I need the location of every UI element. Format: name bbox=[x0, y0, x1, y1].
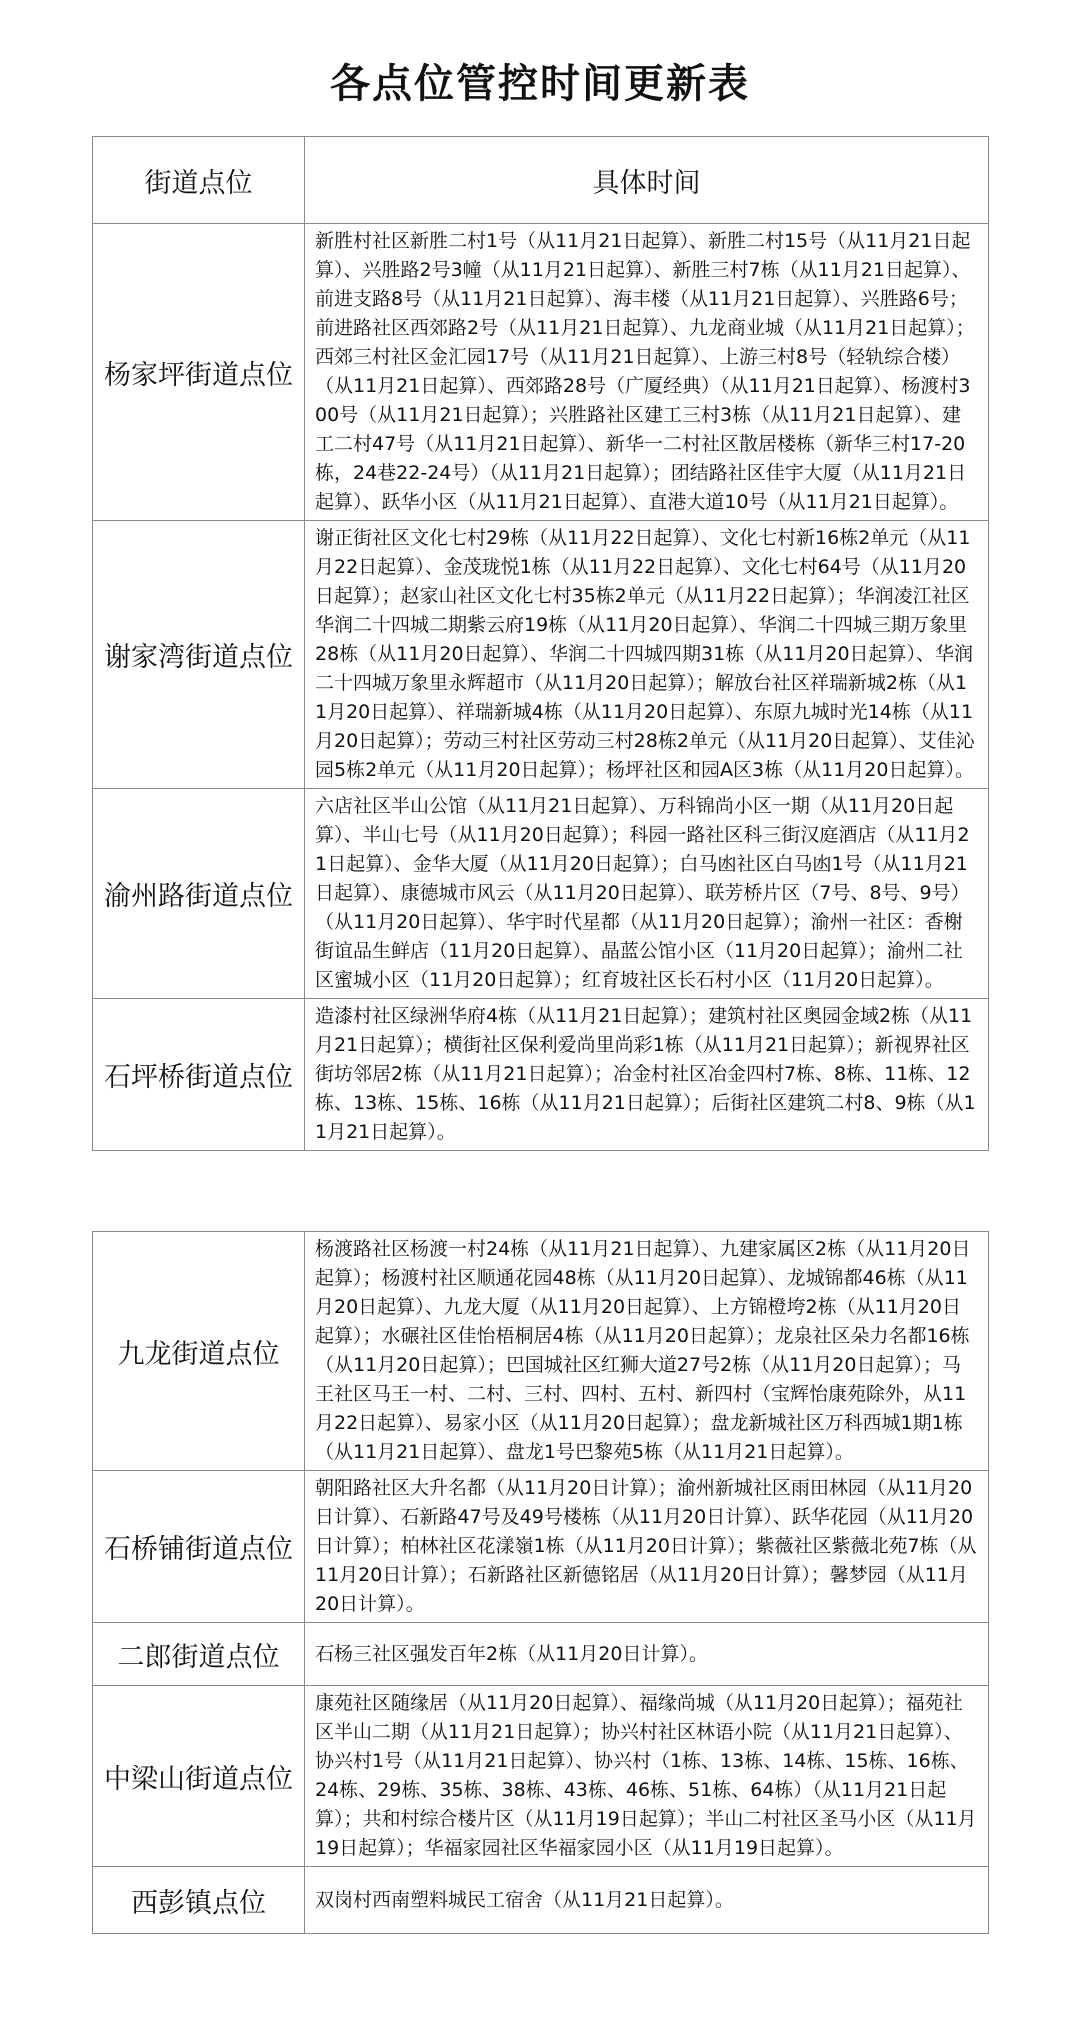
time-details: 朝阳路社区大升名都（从11月20日计算）；渝州新城社区雨田林园（从11月20日计算）、石新路47号及49号楼栋（从11月20日计算）、跃华花园（从11月20日计算）；柏林社区花漾嶺1栋（从11月20日计算）；紫薇社区紫薇北苑7栋（从11月20日计算）；石新路社区新德铭居（从11月20日计算）；馨梦园（从11月20日计算）。 bbox=[305, 1471, 989, 1623]
time-details: 六店社区半山公馆（从11月21日起算）、万科锦尚小区一期（从11月20日起算）、半山七号（从11月20日起算）；科园一路社区科三街汉庭酒店（从11月21日起算）、金华大厦（从11月20日起算）；白马凼社区白马凼1号（从11月21日起算）、康德城市风云（从11月20日起算）、联芳桥片区（7号、8号、9号）（从11月20日起算）、华宇时代星都（从11月20日起算）；渝州一社区：香榭街谊品生鲜店（11月20日起算）、晶蓝公馆小区（11月20日起算）；渝州二社区蜜城小区（11月20日起算）；红育坡社区长石村小区（11月20日起算）。 bbox=[305, 789, 989, 999]
street-name: 二郎街道点位 bbox=[93, 1623, 305, 1686]
time-details: 石杨三社区强发百年2栋（从11月20日计算）。 bbox=[305, 1623, 989, 1686]
street-name: 九龙街道点位 bbox=[93, 1232, 305, 1471]
street-name: 渝州路街道点位 bbox=[93, 789, 305, 999]
time-details: 康苑社区随缘居（从11月20日起算）、福缘尚城（从11月20日起算）；福苑社区半山二期（从11月21日起算）；协兴村社区林语小院（从11月21日起算）、协兴村1号（从11月21日起算）、协兴村（1栋、13栋、14栋、15栋、16栋、24栋、29栋、35栋、38栋、43栋、46栋、51栋、64栋）（从11月21日起算）；共和村综合楼片区（从11月19日起算）；半山二村社区圣马小区（从11月19日起算）；华福家园社区华福家园小区（从11月19日起算）。 bbox=[305, 1686, 989, 1867]
table-row bbox=[93, 1686, 989, 1867]
street-name: 谢家湾街道点位 bbox=[93, 521, 305, 789]
time-details: 杨渡路社区杨渡一村24栋（从11月21日起算）、九建家属区2栋（从11月20日起算）；杨渡村社区顺通花园48栋（从11月20日起算）、龙城锦都46栋（从11月20日起算）、九龙大厦（从11月20日起算）、上方锦橙垮2栋（从11月20日起算）；水碾社区佳怡梧桐居4栋（从11月20日起算）；龙泉社区朵力名都16栋（从11月20日起算）；巴国城社区红狮大道27号2栋（从11月20日起算）；马王社区马王一村、二村、三村、四村、五村、新四村（宝辉怡康苑除外，从11月22日起算）、易家小区（从11月20日起算）；盘龙新城社区万科西城1期1栋（从11月21日起算）、盘龙1号巴黎苑5栋（从11月21日起算）。 bbox=[305, 1232, 989, 1471]
street-name: 杨家坪街道点位 bbox=[93, 224, 305, 521]
schedule-table-part-2 bbox=[92, 1231, 989, 1934]
street-name: 中梁山街道点位 bbox=[93, 1686, 305, 1867]
street-name: 西彭镇点位 bbox=[93, 1867, 305, 1934]
time-details: 造漆村社区绿洲华府4栋（从11月21日起算）；建筑村社区奥园金域2栋（从11月21日起算）；横街社区保利爱尚里尚彩1栋（从11月21日起算）；新视界社区街坊邻居2栋（从11月21日起算）；冶金村社区冶金四村7栋、8栋、11栋、12栋、13栋、15栋、16栋（从11月21日起算）；后街社区建筑二村8、9栋（从11月21日起算）。 bbox=[305, 999, 989, 1151]
table-row bbox=[93, 1867, 989, 1934]
street-name: 石桥铺街道点位 bbox=[93, 1471, 305, 1623]
table-row bbox=[93, 1623, 989, 1686]
page-title: 各点位管控时间更新表 bbox=[330, 61, 750, 107]
schedule-table-part-1 bbox=[92, 136, 989, 1151]
table-row bbox=[93, 999, 989, 1151]
column-header-time: 具体时间 bbox=[305, 137, 989, 224]
table-row bbox=[93, 1471, 989, 1623]
table-row bbox=[93, 789, 989, 999]
time-details: 谢正街社区文化七村29栋（从11月22日起算）、文化七村新16栋2单元（从11月22日起算）、金茂珑悦1栋（从11月22日起算）、文化七村64号（从11月20日起算）；赵家山社区文化七村35栋2单元（从11月22日起算）；华润凌江社区华润二十四城二期紫云府19栋（从11月20日起算）、华润二十四城三期万象里28栋（从11月20日起算）、华润二十四城四期31栋（从11月20日起算）、华润二十四城万象里永辉超市（从11月20日起算）；解放台社区祥瑞新城2栋（从11月20日起算）、祥瑞新城4栋（从11月20日起算）、东原九城时光14栋（从11月20日起算）；劳动三村社区劳动三村28栋2单元（从11月20日起算）、艾佳沁园5栋2单元（从11月20日起算）；杨坪社区和园A区3栋（从11月20日起算）。 bbox=[305, 521, 989, 789]
table-header-row bbox=[93, 137, 989, 224]
table-row bbox=[93, 521, 989, 789]
street-name: 石坪桥街道点位 bbox=[93, 999, 305, 1151]
time-details: 新胜村社区新胜二村1号（从11月21日起算）、新胜二村15号（从11月21日起算）、兴胜路2号3幢（从11月21日起算）、新胜三村7栋（从11月21日起算）、前进支路8号（从11月21日起算）、海丰楼（从11月21日起算）、兴胜路6号；前进路社区西郊路2号（从11月21日起算）、九龙商业城（从11月21日起算）；西郊三村社区金汇园17号（从11月21日起算）、上游三村8号（轻轨综合楼）（从11月21日起算）、西郊路28号（广厦经典）（从11月21日起算）、杨渡村300号（从11月21日起算）；兴胜路社区建工三村3栋（从11月21日起算）、建工二村47号（从11月21日起算）、新华一二村社区散居楼栋（新华三村17-20栋，24巷22-24号）（从11月21日起算）；团结路社区佳宇大厦（从11月21日起算）、跃华小区（从11月21日起算）、直港大道10号（从11月21日起算）。 bbox=[305, 224, 989, 521]
time-details: 双岗村西南塑料城民工宿舍（从11月21日起算）。 bbox=[305, 1867, 989, 1934]
table-row bbox=[93, 224, 989, 521]
table-row bbox=[93, 1232, 989, 1471]
column-header-street: 街道点位 bbox=[93, 137, 305, 224]
